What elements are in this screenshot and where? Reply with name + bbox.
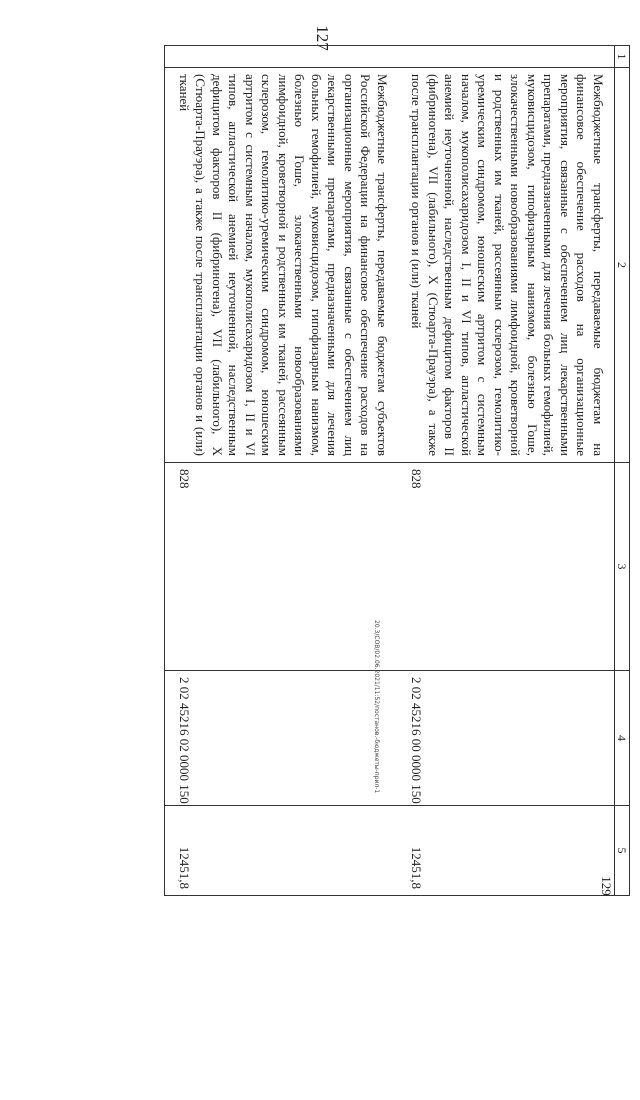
rotated-table-container: [55, 45, 630, 895]
budget-table: [165, 45, 631, 896]
header-col-3: 3: [615, 463, 630, 671]
row-number-cell: [398, 46, 615, 68]
row-number-cell: [165, 46, 398, 68]
header-col-2: 2: [615, 68, 630, 463]
transfer-description: Межбюджетные трансферты, передаваемые бюджетам на финансовое обеспечение расходов на организационные мероприятия, связанные с обеспечением лиц лекарственными препаратами, предназначенными для лечения больных гемофилией, муковисцидозом, гипофизарным нанизмом, болезнью Гоше, злокачественными новообразованиями лимфоидной, кроветворной и родственных им тканей, рассеянным склерозом, гемолитико-уремическим синдромом, юношеским артритом с системным началом, мукополисахаридозом I, II и VI типов, апластической анемией неуточненной, наследственным дефицитом факторов II (фибриногена), VII (лабильного), X (Стюарта-Прауэра), а также после трансплантации органов и (или) тканей: [398, 68, 615, 463]
page-number: 127: [313, 25, 332, 51]
transfer-description: Межбюджетные трансферты, передаваемые бюджетам субъектов Российской Федерации на финансовое обеспечение расходов на организационные мероприятия, связанные с обеспечением лиц лекарственными препаратами, предназначенными для лечения больных гемофилией, муковисцидозом, гипофизарным нанизмом, болезнью Гоше, злокачественными новообразованиями лимфоидной, кроветворной и родственных им тканей, рассеянным склерозом, гемолитико-уремическим синдромом, юношеским артритом с системным началом, мукополисахаридозом I, II и VI типов, апластической анемией неуточненной, наследственным дефицитом факторов II (фибриногена), VII (лабильного), X (Стюарта-Прауэра), а также после трансплантации органов и (или) тканей: [165, 68, 398, 463]
table-row: [398, 46, 615, 896]
table-header-row: [615, 46, 630, 896]
header-col-1: 1: [615, 46, 630, 68]
amount-value: 12451,8: [165, 806, 398, 896]
corner-page-number: 129: [598, 876, 614, 896]
document-stamp: 20.3/СОВ/02.06.2021/11:52/постанов.-бюджеты-прил-1: [373, 620, 380, 794]
admin-code: 828: [398, 463, 615, 671]
header-col-4: 4: [615, 671, 630, 806]
budget-classification-code: 2 02 45216 00 0000 150: [398, 671, 615, 806]
table-row: [165, 46, 398, 896]
header-col-5: 5: [615, 806, 630, 896]
budget-classification-code: 2 02 45216 02 0000 150: [165, 671, 398, 806]
amount-value: 12451,8: [398, 806, 615, 896]
admin-code: 828: [165, 463, 398, 671]
